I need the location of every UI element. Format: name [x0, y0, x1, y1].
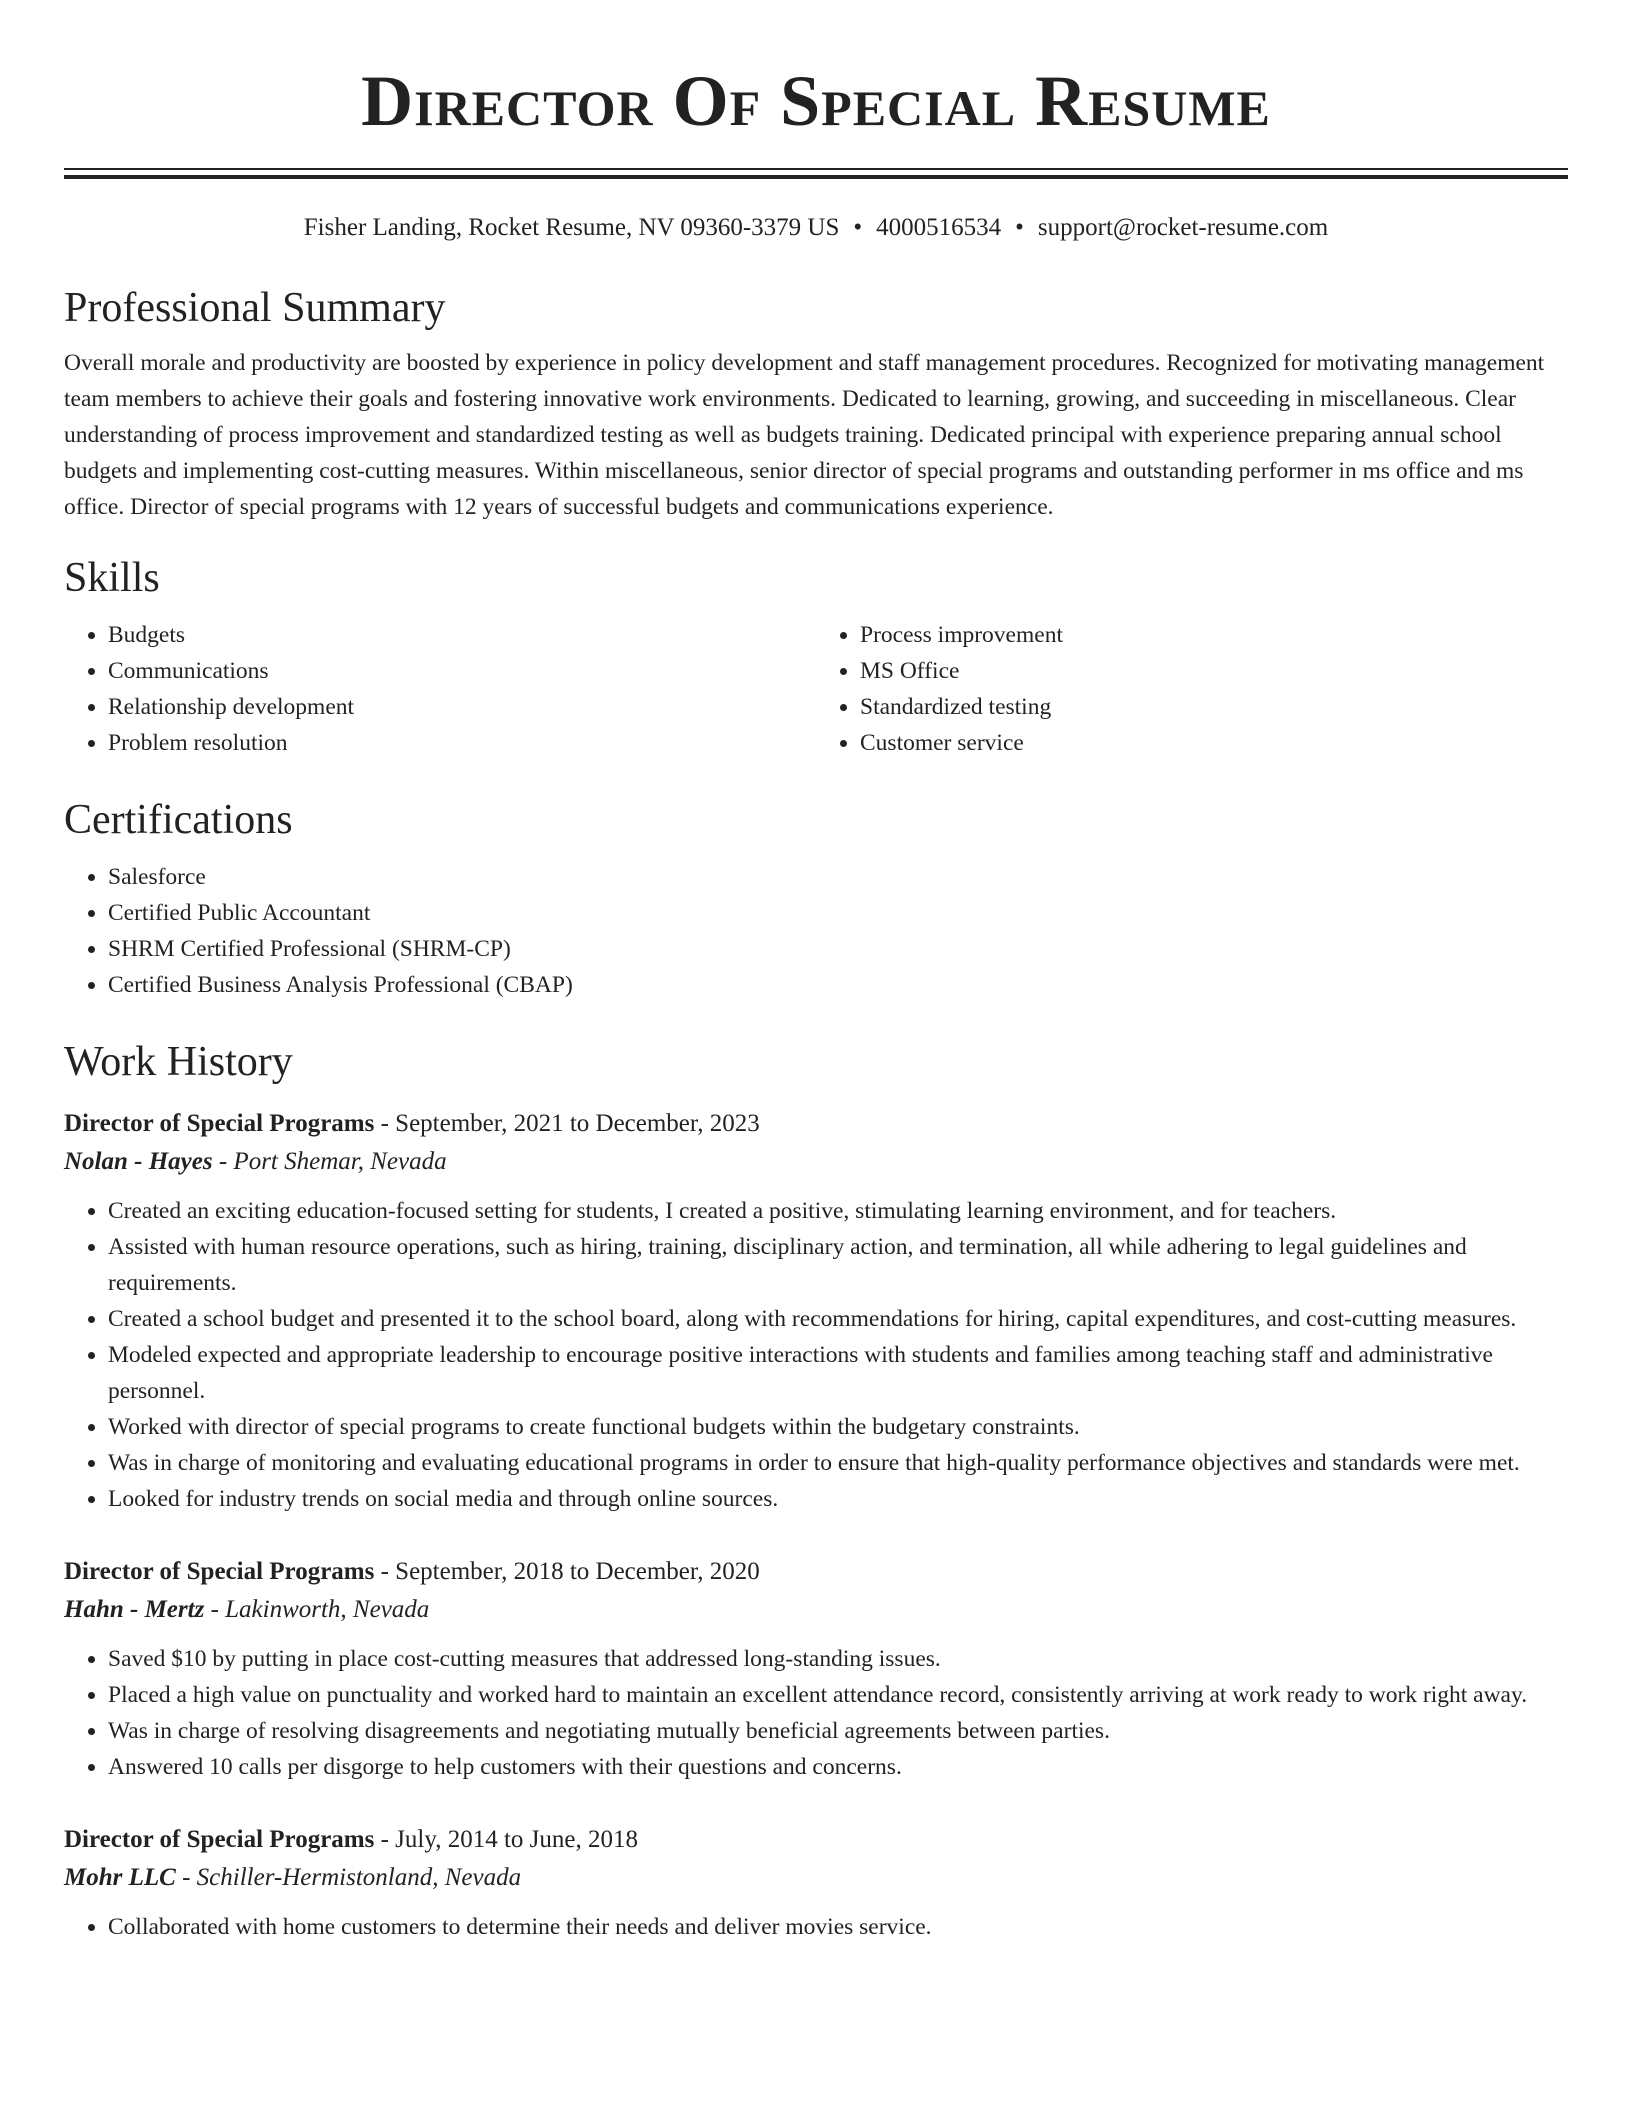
contact-separator: •: [1015, 214, 1024, 241]
certification-item: • Certified Public Accountant: [108, 895, 1568, 931]
job-company-line: [64, 1859, 1568, 1897]
skill-item: • MS Office: [860, 653, 1568, 689]
skill-item: • Standardized testing: [860, 689, 1568, 725]
job-title-line: [64, 1553, 1568, 1591]
certification-item: • Salesforce: [108, 859, 1568, 895]
contact-phone: 4000516534: [876, 214, 1002, 241]
job-bullet: • Answered 10 calls per disgorge to help customers with their questions and concerns.: [108, 1749, 1568, 1785]
skill-item: • Process improvement: [860, 617, 1568, 653]
job-location: - Port Shemar, Nevada: [212, 1148, 447, 1175]
job-location: - Lakinworth, Nevada: [204, 1596, 430, 1623]
certifications-heading: Certifications: [64, 797, 293, 843]
job-title: Director of Special Programs: [64, 1110, 375, 1137]
page-title: Director Of Special Resume: [361, 61, 1271, 141]
skills-list-left: [64, 617, 816, 761]
job-dates: - July, 2014 to June, 2018: [374, 1826, 638, 1853]
job-dates: - September, 2018 to December, 2020: [374, 1558, 760, 1585]
job-company: Nolan - Hayes: [64, 1148, 213, 1175]
certifications-list: [64, 859, 1568, 1003]
job-bullet: • Worked with director of special programs to create functional budgets within the budgetary constraints.: [108, 1409, 1568, 1445]
summary-text: Overall morale and productivity are boosted by experience in policy development and staff management procedures. Recognized for motivating management team members to achieve their goals and fostering innovative work environments. Dedicated to learning, growing, and succeeding in miscellaneous. Clear understanding of process improvement and standardized testing as well as budgets training. Dedicated principal with experience preparing annual school budgets and implementing cost-cutting measures. Within miscellaneous, senior director of special programs and outstanding performer in ms office and ms office. Director of special programs with 12 years of successful budgets and communications experience.: [64, 350, 1545, 520]
skill-item: • Communications: [108, 653, 816, 689]
job-dates: - September, 2021 to December, 2023: [374, 1110, 760, 1137]
job-company: Hahn - Mertz: [64, 1596, 205, 1623]
skills-list-right: [816, 617, 1568, 761]
summary-heading: Professional Summary: [64, 285, 446, 331]
skill-item: • Budgets: [108, 617, 816, 653]
skill-item: • Customer service: [860, 725, 1568, 761]
job-bullet: • Was in charge of monitoring and evaluating educational programs in order to ensure that high-quality performance objectives and standards were met.: [108, 1445, 1568, 1481]
job-bullet: • Looked for industry trends on social media and through online sources.: [108, 1481, 1568, 1517]
job-title-line: [64, 1821, 1568, 1859]
job-bullets: [64, 1193, 1568, 1517]
job-bullet: • Assisted with human resource operations, such as hiring, training, disciplinary action, and termination, all while adhering to legal guidelines and requirements.: [108, 1229, 1568, 1301]
job-company-line: [64, 1591, 1568, 1629]
contact-email: support@rocket-resume.com: [1037, 214, 1329, 241]
title-divider: [64, 168, 1568, 179]
contact-separator: •: [853, 214, 863, 241]
job-bullet: • Placed a high value on punctuality and worked hard to maintain an excellent attendance record, consistently arriving at work ready to work right away.: [108, 1677, 1568, 1713]
job-entry: [64, 1105, 1568, 1517]
contact-line: [64, 213, 1568, 243]
certification-item: • Certified Business Analysis Professional (CBAP): [108, 967, 1568, 1003]
job-bullet: • Created a school budget and presented it to the school board, along with recommendations for hiring, capital expenditures, and cost-cutting measures.: [108, 1301, 1568, 1337]
job-entry: [64, 1821, 1568, 1945]
job-bullet: • Created an exciting education-focused setting for students, I created a positive, stimulating learning environment, and for teachers.: [108, 1193, 1568, 1229]
contact-address: Fisher Landing, Rocket Resume, NV 09360-3379 US: [303, 214, 840, 241]
job-title: Director of Special Programs: [64, 1826, 375, 1853]
job-title-line: [64, 1105, 1568, 1143]
certification-item: • SHRM Certified Professional (SHRM-CP): [108, 931, 1568, 967]
job-company: Mohr LLC: [64, 1864, 176, 1891]
skill-item: • Problem resolution: [108, 725, 816, 761]
job-title: Director of Special Programs: [64, 1558, 375, 1585]
job-bullet: • Modeled expected and appropriate leadership to encourage positive interactions with students and families among teaching staff and administrative personnel.: [108, 1337, 1568, 1409]
job-bullet: • Collaborated with home customers to determine their needs and deliver movies service.: [108, 1909, 1568, 1945]
work-history-heading: Work History: [64, 1039, 293, 1085]
job-location: - Schiller-Hermistonland, Nevada: [175, 1864, 522, 1891]
job-company-line: [64, 1143, 1568, 1181]
skill-item: • Relationship development: [108, 689, 816, 725]
job-bullets: [64, 1909, 1568, 1945]
job-bullet: • Saved $10 by putting in place cost-cutting measures that addressed long-standing issues.: [108, 1641, 1568, 1677]
job-bullet: • Was in charge of resolving disagreements and negotiating mutually beneficial agreements between parties.: [108, 1713, 1568, 1749]
skills-heading: Skills: [64, 555, 160, 601]
job-bullets: [64, 1641, 1568, 1785]
skills-columns: [64, 617, 1568, 761]
job-entry: [64, 1553, 1568, 1785]
